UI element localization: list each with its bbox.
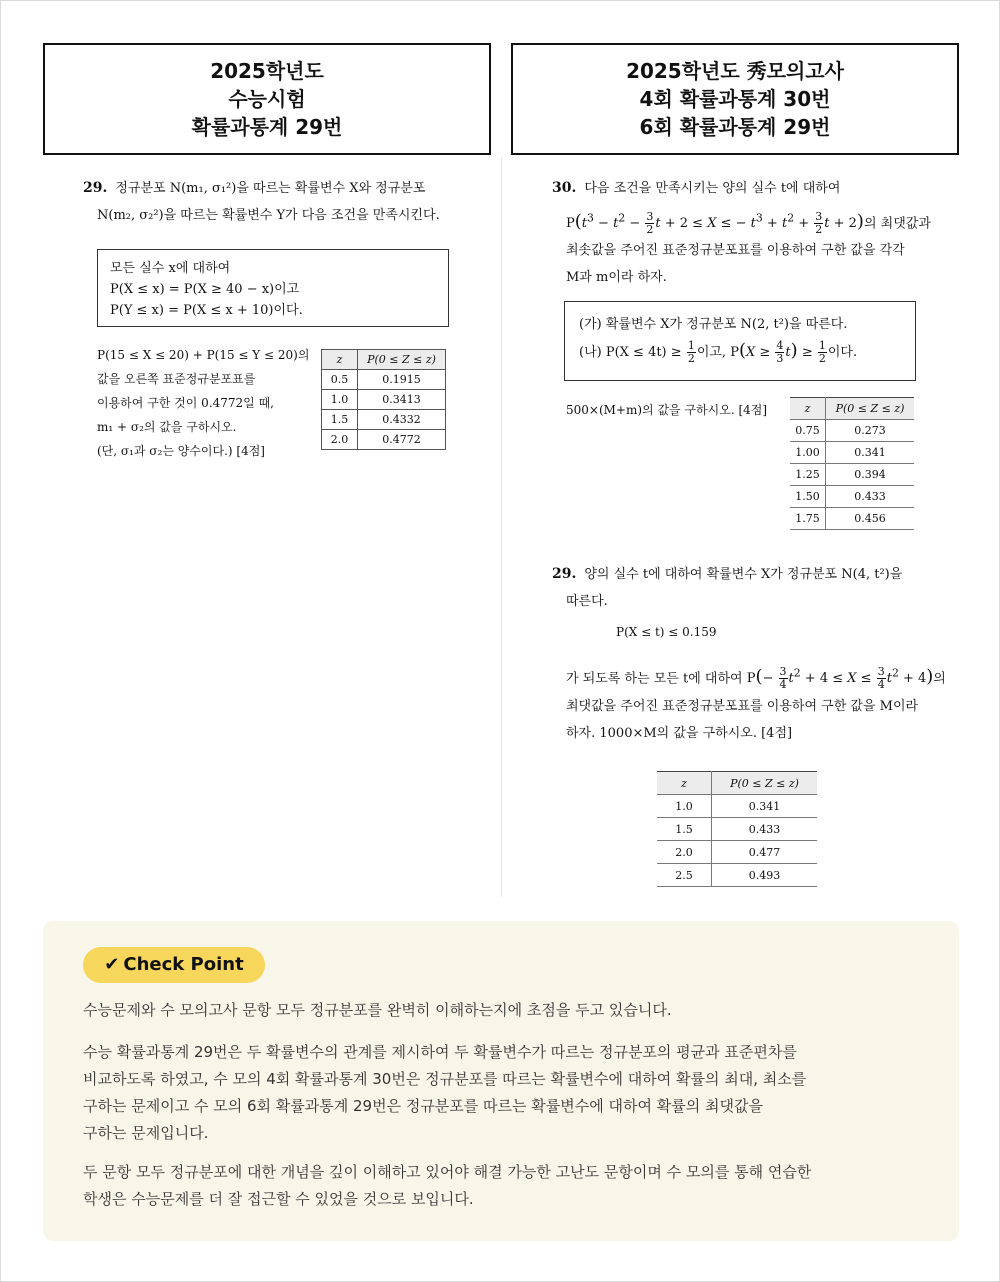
fraction-one-half: $\frac{1}{2}$ <box>687 339 695 365</box>
table-cell: 1.00 <box>790 442 826 464</box>
table-row <box>790 420 914 442</box>
right-problem-29-line-3 <box>566 659 961 694</box>
left-problem-intro <box>83 175 483 229</box>
table-header: P(0 ≤ Z ≤ z) <box>712 772 818 795</box>
table-cell: 1.75 <box>790 508 826 530</box>
check-point-paragraph-2 <box>83 1039 923 1147</box>
left-question-line-5: (단, σ₁과 σ₂는 양수이다.) [4점] <box>97 444 265 458</box>
table-row <box>657 864 817 887</box>
table-row <box>657 795 817 818</box>
check-point-paragraph-3 <box>83 1159 923 1213</box>
table-cell: 0.75 <box>790 420 826 442</box>
check-point-panel <box>43 921 959 1241</box>
table-cell: 0.1915 <box>358 370 446 390</box>
right-problem-29-body <box>566 693 961 747</box>
table-cell: 1.25 <box>790 464 826 486</box>
table-cell: 2.5 <box>657 864 712 887</box>
table-row <box>657 841 817 864</box>
right-condition-na: (나) P(X ≤ 4t) ≥ $\frac{1}{2}$ 이고, P(X ≥ $\frac{4}{3}$ t) ≥ $\frac{1}{2}$ 이다. <box>579 339 858 365</box>
check-point-paragraph-3-line: 학생은 수능문제를 더 잘 접근할 수 있었을 것으로 보입니다. <box>83 1190 474 1208</box>
table-row <box>790 442 914 464</box>
left-condition-line-1: 모든 실수 x에 대하여 <box>110 261 231 276</box>
table-row <box>322 410 446 430</box>
left-question-line-1: P(15 ≤ X ≤ 20) + P(15 ≤ Y ≤ 20)의 <box>97 348 310 362</box>
left-normal-table <box>321 349 446 450</box>
table-cell: 0.433 <box>826 486 915 508</box>
left-question-line-2: 값을 오른쪽 표준정규분포표를 <box>97 372 256 386</box>
right-problem-29-line-1: 양의 실수 t에 대하여 확률변수 X가 정규분포 N(4, t²)을 <box>584 567 903 582</box>
right-normal-table-30 <box>790 397 914 530</box>
header-right-box <box>511 43 959 155</box>
left-problem-number: 29. <box>83 180 108 196</box>
right-problem-30-formula-line <box>566 204 956 239</box>
table-cell: 0.5 <box>322 370 358 390</box>
right-problem-29-probability-expression: P(− $\frac{3}{4}$ $t^2 + 4 \le X$ ≤ $\frac{3}{4}$ $t^2 + 4$) <box>746 665 934 692</box>
left-problem-intro-line-2: N(m₂, σ₂²)을 따르는 확률변수 Y가 다음 조건을 만족시킨다. <box>97 208 440 223</box>
table-cell: 0.433 <box>712 818 818 841</box>
table-row <box>657 818 817 841</box>
right-condition-ga: (가) 확률변수 X가 정규분포 N(2, t²)을 따른다. <box>579 317 848 332</box>
right-normal-table-29 <box>657 771 817 887</box>
right-problem-29-line-3-suffix: 의 <box>933 671 946 687</box>
table-row <box>790 508 914 530</box>
check-point-paragraph-1: 수능문제와 수 모의고사 문항 모두 정규분포를 완벽히 이해하는지에 초점을 두고 있습니다. <box>83 1001 672 1019</box>
header-left-box <box>43 43 491 155</box>
table-cell: 0.4772 <box>358 430 446 450</box>
table-cell: 2.0 <box>657 841 712 864</box>
header-right-line-3: 6회 확률과통계 29번 <box>639 115 831 139</box>
table-cell: 1.0 <box>657 795 712 818</box>
right-condition-na-suffix: 이다. <box>827 345 858 360</box>
table-cell: 0.477 <box>712 841 818 864</box>
right-problem-30-intro <box>552 175 952 202</box>
check-point-paragraph-3-line: 두 문항 모두 정규분포에 대한 개념을 깊이 이해하고 있어야 해결 가능한 고난도 문항이며 수 모의를 통해 연습한 <box>83 1163 812 1181</box>
table-cell: 0.4332 <box>358 410 446 430</box>
header-left-line-1: 2025학년도 <box>210 59 324 83</box>
left-condition-box <box>97 249 449 327</box>
table-row <box>322 370 446 390</box>
right-problem-30-body <box>566 237 956 291</box>
right-problem-29-line-4: 최댓값을 주어진 표준정규분포표를 이용하여 구한 값을 M이라 <box>566 699 919 714</box>
right-problem-29-number: 29. <box>552 566 577 582</box>
table-row <box>790 486 914 508</box>
right-condition-na-mid: 이고, P <box>696 345 739 360</box>
right-problem-29-line-3-prefix: 가 되도록 하는 모든 t에 대하여 <box>566 671 743 687</box>
left-problem-intro-line-1: 정규분포 N(m₁, σ₁²)을 따르는 확률변수 X와 정규분포 <box>115 181 426 196</box>
right-problem-30-number: 30. <box>552 180 577 196</box>
table-cell: 0.493 <box>712 864 818 887</box>
table-header: z <box>790 398 826 420</box>
table-cell: 1.0 <box>322 390 358 410</box>
right-problem-30-question: 500×(M+m)의 값을 구하시오. [4점] <box>566 403 768 417</box>
right-problem-30-line-3: 최솟값을 주어진 표준정규분포표를 이용하여 구한 값을 각각 <box>566 243 905 258</box>
left-question <box>97 343 317 463</box>
check-point-paragraph-2-line: 구하는 문제입니다. <box>83 1124 209 1142</box>
table-cell: 0.273 <box>826 420 915 442</box>
left-question-line-3: 이용하여 구한 것이 0.4772일 때, <box>97 396 274 410</box>
check-point-badge <box>83 947 265 983</box>
table-header: P(0 ≤ Z ≤ z) <box>358 350 446 370</box>
table-cell: 0.456 <box>826 508 915 530</box>
right-problem-29-intro <box>552 561 952 615</box>
header-left-line-2: 수능시험 <box>228 87 306 111</box>
check-point-paragraph-2-line: 구하는 문제이고 수 모의 6회 확률과통계 29번은 정규분포를 따르는 확률변수에 대하여 확률의 최댓값을 <box>83 1097 763 1115</box>
check-mark-icon: ✔ <box>104 954 120 975</box>
header-left-line-3: 확률과통계 29번 <box>191 115 343 139</box>
table-row <box>790 464 914 486</box>
left-condition-line-2: P(X ≤ x) = P(X ≥ 40 − x)이고 <box>110 282 300 297</box>
table-cell: 2.0 <box>322 430 358 450</box>
right-problem-29-line-5: 하자. 1000×M의 값을 구하시오. [4점] <box>566 726 793 741</box>
check-point-label: Check Point <box>123 954 244 975</box>
check-point-paragraph-2-line: 수능 확률과통계 29번은 두 확률변수의 관계를 제시하여 두 확률변수가 따르는 정규분포의 평균과 표준편차를 <box>83 1043 797 1061</box>
header-right-line-2: 4회 확률과통계 30번 <box>639 87 831 111</box>
check-point-paragraph-2-line: 비교하도록 하였고, 수 모의 4회 확률과통계 30번은 정규분포를 따르는 확률변수에 대하여 확률의 최대, 최소를 <box>83 1070 807 1088</box>
table-cell: 0.394 <box>826 464 915 486</box>
right-condition-box <box>564 301 916 381</box>
table-header: z <box>657 772 712 795</box>
right-problem-29-line-2: 따른다. <box>566 594 608 609</box>
table-header: z <box>322 350 358 370</box>
right-condition-na-prefix: (나) P(X ≤ 4t) ≥ <box>579 345 682 360</box>
right-problem-30-line-4: M과 m이라 하자. <box>566 270 667 285</box>
left-question-line-4: m₁ + σ₂의 값을 구하시오. <box>97 420 237 434</box>
table-cell: 0.3413 <box>358 390 446 410</box>
table-row <box>322 430 446 450</box>
right-problem-30-line-2-tail: 의 최댓값과 <box>863 216 931 232</box>
table-cell: 0.341 <box>826 442 915 464</box>
table-row <box>322 390 446 410</box>
right-problem-29-formula: P(X ≤ t) ≤ 0.159 <box>616 625 717 639</box>
table-cell: 1.5 <box>322 410 358 430</box>
table-cell: 1.5 <box>657 818 712 841</box>
table-header: P(0 ≤ Z ≤ z) <box>826 398 915 420</box>
column-divider <box>501 157 502 897</box>
right-problem-30-line-1: 다음 조건을 만족시키는 양의 실수 t에 대하여 <box>584 181 841 196</box>
header-right-line-1: 2025학년도 秀모의고사 <box>626 59 844 83</box>
right-problem-30-probability-expression: $P(t^3 - t^2$ − $\frac{3}{2}$ t + 2 ≤ X ≤ − $t^3 + t^2$ + $\frac{3}{2}$ t + 2) <box>566 210 864 237</box>
left-condition-line-3: P(Y ≤ x) = P(X ≤ x + 10)이다. <box>110 303 303 318</box>
table-cell: 1.50 <box>790 486 826 508</box>
table-cell: 0.341 <box>712 795 818 818</box>
